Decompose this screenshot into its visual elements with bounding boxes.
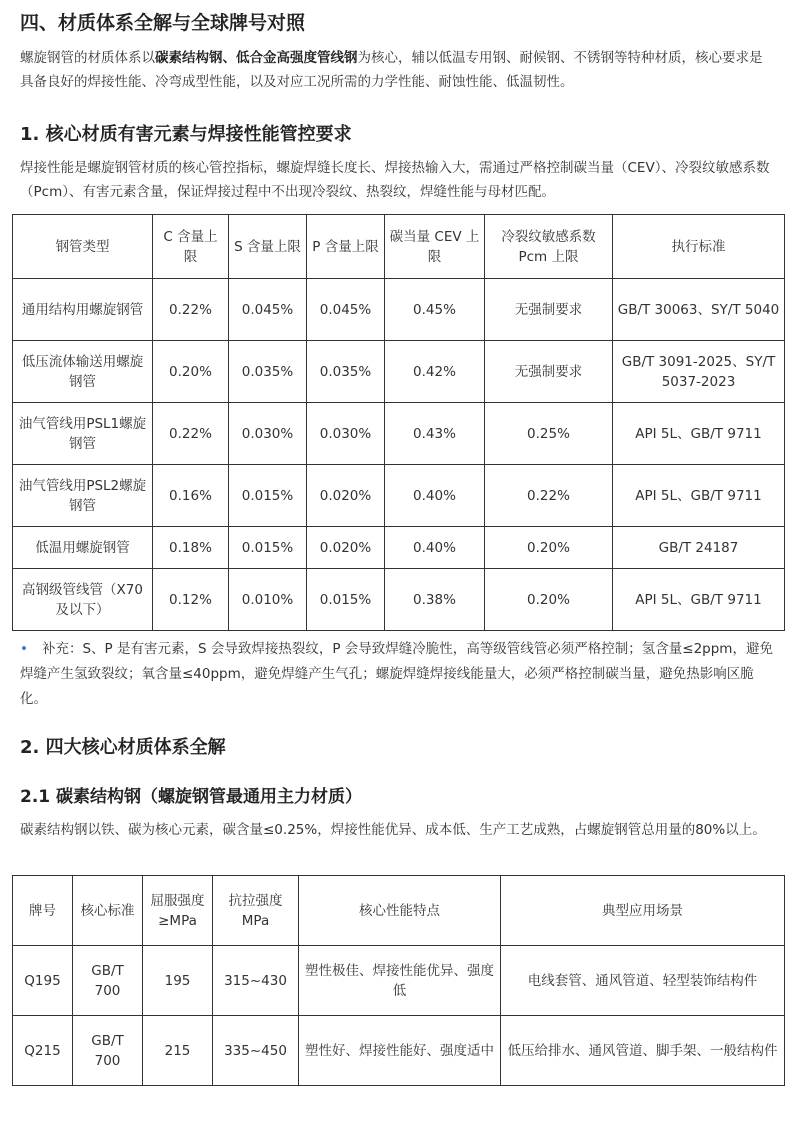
table-cell: 油气管线用PSL1螺旋钢管 bbox=[13, 403, 153, 465]
table-cell: 0.22% bbox=[153, 279, 229, 341]
table-row bbox=[13, 1016, 785, 1086]
table-cell: 0.38% bbox=[385, 569, 485, 631]
table-row bbox=[13, 569, 785, 631]
table-cell: 低压流体输送用螺旋钢管 bbox=[13, 341, 153, 403]
header-cell: 冷裂纹敏感系数 Pcm 上限 bbox=[485, 215, 613, 279]
table-cell: 无强制要求 bbox=[485, 341, 613, 403]
header-cell: 碳当量 CEV 上限 bbox=[385, 215, 485, 279]
table-row bbox=[13, 946, 785, 1016]
bullet-icon: • bbox=[20, 641, 28, 657]
table-row bbox=[13, 527, 785, 569]
carbon-steel-grade-table bbox=[12, 875, 785, 1086]
table-cell: 0.40% bbox=[385, 527, 485, 569]
table-cell: 0.18% bbox=[153, 527, 229, 569]
table-cell: 0.20% bbox=[485, 527, 613, 569]
table-cell: Q215 bbox=[13, 1016, 73, 1086]
table-cell: 0.045% bbox=[229, 279, 307, 341]
table-cell: 低压给排水、通风管道、脚手架、一般结构件 bbox=[501, 1016, 785, 1086]
table-row bbox=[13, 341, 785, 403]
element-control-table bbox=[12, 214, 785, 631]
table-cell: Q195 bbox=[13, 946, 73, 1016]
table-cell: 0.045% bbox=[307, 279, 385, 341]
table-cell: 低温用螺旋钢管 bbox=[13, 527, 153, 569]
section-title: 四、材质体系全解与全球牌号对照 bbox=[20, 12, 306, 34]
table-cell: GB/T 24187 bbox=[613, 527, 785, 569]
heading-2-1: 2.1 碳素结构钢（螺旋钢管最通用主力材质） bbox=[20, 787, 363, 807]
table-cell: 油气管线用PSL2螺旋钢管 bbox=[13, 465, 153, 527]
table-cell: 0.40% bbox=[385, 465, 485, 527]
table-cell: GB/T 30063、SY/T 5040 bbox=[613, 279, 785, 341]
header-cell: S 含量上限 bbox=[229, 215, 307, 279]
table-cell: 高钢级管线管（X70 及以下） bbox=[13, 569, 153, 631]
header-cell: 典型应用场景 bbox=[501, 876, 785, 946]
table-cell: 0.015% bbox=[229, 527, 307, 569]
table-cell: 电线套管、通风管道、轻型装饰结构件 bbox=[501, 946, 785, 1016]
paragraph-1: 焊接性能是螺旋钢管材质的核心管控指标，螺旋焊缝长度长、焊接热输入大，需通过严格控制碳当量（CEV）、冷裂纹敏感系数（Pcm）、有害元素含量，保证焊接过程中不出现冷裂纹、热裂纹，焊缝性能与母材匹配。 bbox=[20, 160, 770, 200]
table-cell: 0.25% bbox=[485, 403, 613, 465]
table-cell: 0.20% bbox=[153, 341, 229, 403]
table-cell: 无强制要求 bbox=[485, 279, 613, 341]
header-cell: 核心性能特点 bbox=[299, 876, 501, 946]
table-cell: 0.020% bbox=[307, 527, 385, 569]
table-cell: API 5L、GB/T 9711 bbox=[613, 569, 785, 631]
heading-2: 2. 四大核心材质体系全解 bbox=[20, 737, 226, 758]
table-row bbox=[13, 279, 785, 341]
table-cell: 0.015% bbox=[229, 465, 307, 527]
table-cell: 0.43% bbox=[385, 403, 485, 465]
table-cell: 0.45% bbox=[385, 279, 485, 341]
paragraph-2-1: 碳素结构钢以铁、碳为核心元素，碳含量≤0.25%，焊接性能优异、成本低、生产工艺成熟，占螺旋钢管总用量的80%以上。 bbox=[20, 822, 766, 838]
intro-bold-hsla-steel: 低合金高强度管线钢 bbox=[236, 50, 358, 66]
table-cell: 塑性好、焊接性能好、强度适中 bbox=[299, 1016, 501, 1086]
table-cell: 塑性极佳、焊接性能优异、强度低 bbox=[299, 946, 501, 1016]
header-cell: 钢管类型 bbox=[13, 215, 153, 279]
table-cell: 215 bbox=[143, 1016, 213, 1086]
header-cell: 抗拉强度MPa bbox=[213, 876, 299, 946]
table-cell: 0.20% bbox=[485, 569, 613, 631]
table-cell: GB/T 700 bbox=[73, 1016, 143, 1086]
table-cell: 0.010% bbox=[229, 569, 307, 631]
table-cell: API 5L、GB/T 9711 bbox=[613, 465, 785, 527]
header-cell: 执行标准 bbox=[613, 215, 785, 279]
table-cell: 0.030% bbox=[307, 403, 385, 465]
intro-bold-sep: 、 bbox=[222, 50, 236, 66]
intro-paragraph bbox=[20, 46, 775, 94]
table-cell: 0.16% bbox=[153, 465, 229, 527]
table-cell: 0.12% bbox=[153, 569, 229, 631]
table-cell: 335~450 bbox=[213, 1016, 299, 1086]
header-cell: C 含量上限 bbox=[153, 215, 229, 279]
table-cell: 0.42% bbox=[385, 341, 485, 403]
table-cell: 0.22% bbox=[485, 465, 613, 527]
header-cell: 核心标准 bbox=[73, 876, 143, 946]
table-cell: 0.015% bbox=[307, 569, 385, 631]
table-cell: 0.22% bbox=[153, 403, 229, 465]
intro-text-before: 螺旋钢管的材质体系以 bbox=[20, 50, 155, 66]
note-text: 补充：S、P 是有害元素，S 会导致焊接热裂纹，P 会导致焊缝冷脆性，高等级管线管必须严格控制；氢含量≤2ppm，避免焊缝产生氢致裂纹；氧含量≤40ppm，避免焊缝产生气孔；螺旋焊缝焊接线能量大，必须严格控制碳当量，避免热影响区脆化。 bbox=[20, 641, 773, 707]
header-cell: 牌号 bbox=[13, 876, 73, 946]
table-cell: GB/T 3091-2025、SY/T 5037-2023 bbox=[613, 341, 785, 403]
table-row bbox=[13, 465, 785, 527]
heading-1: 1. 核心材质有害元素与焊接性能管控要求 bbox=[20, 124, 352, 145]
intro-bold-carbon-steel: 碳素结构钢 bbox=[155, 50, 223, 66]
table-cell: 0.035% bbox=[307, 341, 385, 403]
supplement-note bbox=[20, 637, 775, 712]
table-cell: GB/T 700 bbox=[73, 946, 143, 1016]
header-cell: P 含量上限 bbox=[307, 215, 385, 279]
table-cell: 0.035% bbox=[229, 341, 307, 403]
table-cell: 315~430 bbox=[213, 946, 299, 1016]
table-cell: 0.030% bbox=[229, 403, 307, 465]
table-cell: 通用结构用螺旋钢管 bbox=[13, 279, 153, 341]
table-cell: API 5L、GB/T 9711 bbox=[613, 403, 785, 465]
intro-text-after: 为核心，辅以低温专用钢、耐候钢、不锈钢等特种材质，核心要求是具备良好的焊接性能、冷弯成型性能，以及对应工况所需的力学性能、耐蚀性能、低温韧性。 bbox=[20, 50, 763, 90]
table-row bbox=[13, 403, 785, 465]
header-cell: 屈服强度≥MPa bbox=[143, 876, 213, 946]
table-cell: 0.020% bbox=[307, 465, 385, 527]
table-cell: 195 bbox=[143, 946, 213, 1016]
